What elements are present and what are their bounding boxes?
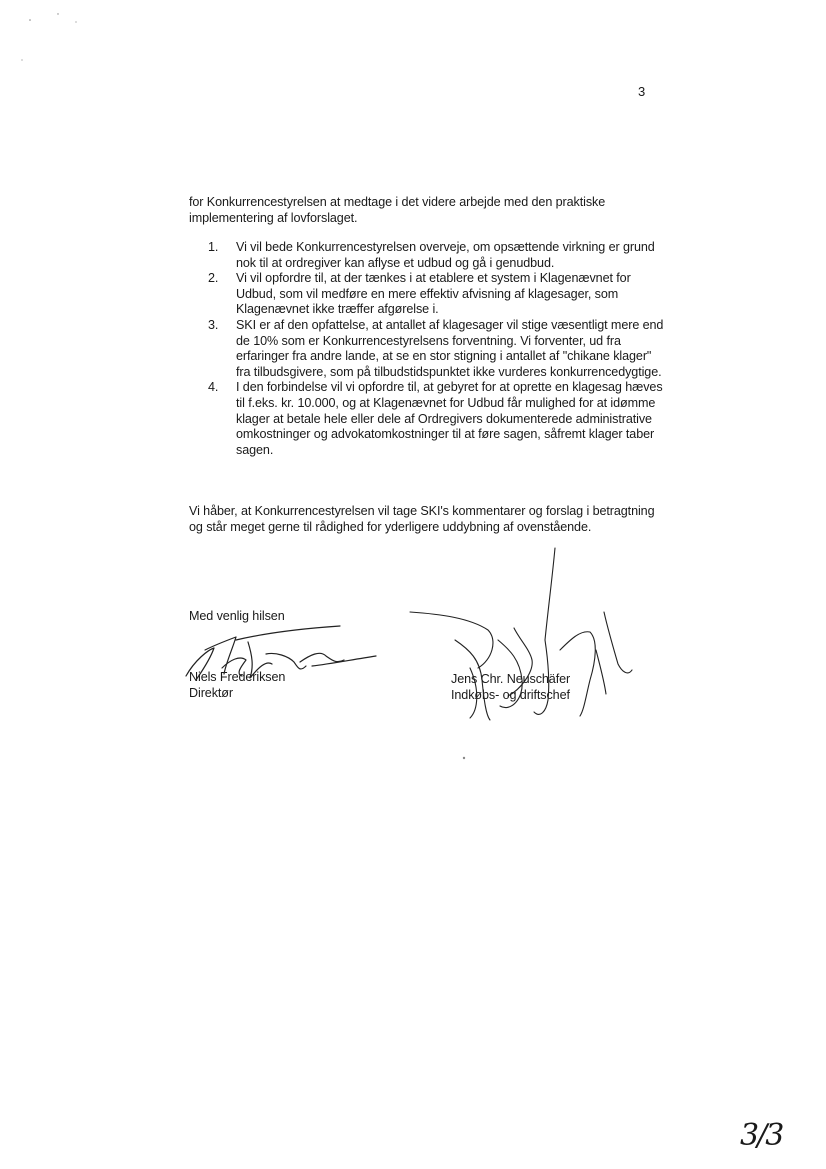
numbered-list [208, 240, 668, 458]
list-item-text: I den forbindelse vil vi opfordre til, at gebyret for at oprette en klagesag hæves til f.eks. kr. 10.000, og at Klagenævnet for Udbud får mulighed for at idømme klager at betale hele eller dele af Ordregivers dokumenterede administrative omkostninger og advokatomkostninger til at føre sagen, såfremt klager taber sagen. [236, 380, 663, 457]
signatory-right-title: Indkøbs- og driftschef [451, 687, 570, 702]
list-item [208, 380, 668, 458]
handwritten-page-count: 3/3 [740, 1118, 783, 1153]
intro-paragraph: for Konkurrencestyrelsen at medtage i det videre arbejde med den praktiske implementering af lovforslaget. [189, 195, 606, 225]
list-item [208, 240, 668, 271]
signatory-left-title: Direktør [189, 685, 233, 700]
list-item-text: SKI er af den opfattelse, at antallet af klagesager vil stige væsentligt mere end de 10% som er Konkurrencestyrelsens forventning. Vi forventer, ud fra erfaringer fra andre lande, at se en stor stigning i antallet af "chikane klager" fra tilbudsgivere, som på tilbudstidspunktet ikke vurderes konkurrencedygtige. [236, 317, 664, 379]
signatory-left-name: Niels Frederiksen [189, 670, 286, 684]
signatory-left [189, 670, 285, 701]
signatory-right-name: Jens Chr. Neuschäfer [451, 672, 571, 686]
list-item-number: 3. [208, 317, 219, 332]
closing-paragraph: Vi håber, at Konkurrencestyrelsen vil tage SKI's kommentarer og forslag i betragtning og står meget gerne til rådighed for yderligere uddybning af ovenstående. [189, 504, 655, 534]
list-item [208, 271, 668, 318]
list-item-number: 1. [208, 240, 219, 254]
list-item-number: 2. [208, 271, 219, 286]
list-item-number: 4. [208, 380, 219, 395]
list-item-text: Vi vil bede Konkurrencestyrelsen overveje, om opsættende virkning er grund nok til at ordregiver kan aflyse et udbud og gå i genudbud. [236, 240, 655, 270]
list-item [208, 318, 668, 380]
page-number: 3 [638, 84, 646, 99]
signatory-right [451, 672, 570, 703]
greeting: Med venlig hilsen [189, 609, 285, 623]
list-item-text: Vi vil opfordre til, at der tænkes i at etablere et system i Klagenævnet for Udbud, som vil medføre en mere effektiv afvisning af klagesager, som Klagenævnet ikke træffer afgørelse i. [236, 271, 631, 317]
